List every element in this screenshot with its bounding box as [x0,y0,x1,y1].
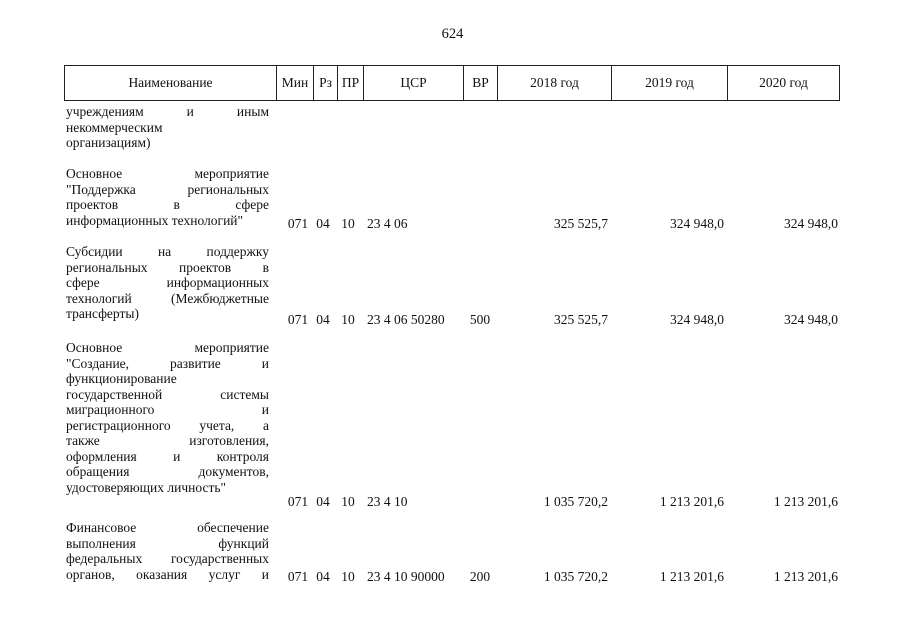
cell-min: 071 [287,312,309,327]
row-name-line: организациям) [66,135,151,150]
row-name-line: информационных технологий" [66,212,244,228]
cell-pr: 10 [341,216,355,231]
cell-csr: 23 4 06 [367,216,408,231]
cell-2019: 324 948,0 [670,312,724,327]
row-name-line: сфере информационных [66,275,269,290]
row-name [66,244,269,322]
cell-pr: 10 [341,312,355,327]
row-name-line: удостоверяющих личность" [66,479,227,495]
cell-2019: 324 948,0 [670,216,724,231]
row-name [66,104,269,151]
table-header [64,65,840,101]
row-name-line: оформления и контроля [66,448,269,464]
cell-rz: 04 [316,312,330,327]
cell-2020: 324 948,0 [784,216,838,231]
cell-min: 071 [287,494,309,509]
cell-pr: 10 [341,569,355,584]
row-name [66,340,269,495]
cell-2019: 1 213 201,6 [659,569,724,584]
row-name-line: Субсидии на поддержку [66,244,269,259]
header-pr: ПР [337,66,363,100]
page-number: 624 [441,26,464,42]
row-name-line: Основное мероприятие [66,166,269,181]
cell-csr: 23 4 10 [367,494,408,509]
cell-2020: 1 213 201,6 [773,569,838,584]
header-2020: 2020 год [727,66,839,100]
cell-2018: 325 525,7 [554,216,608,231]
cell-2018: 1 035 720,2 [543,494,608,509]
row-name-line: органов, оказания услуг и [66,566,269,582]
cell-2018: 325 525,7 [554,312,608,327]
cell-rz: 04 [316,569,330,584]
header-rz: Рз [313,66,337,100]
row-name [66,520,269,582]
cell-vr: 200 [469,569,491,584]
row-name-line: некоммерческим [66,119,163,135]
row-name-line: регистрационного учета, а [66,417,269,433]
row-name-line: трансферты) [66,306,139,321]
row-name-line: "Поддержка региональных [66,181,269,197]
cell-pr: 10 [341,494,355,509]
row-name [66,166,269,228]
cell-vr: 500 [469,312,491,327]
header-csr: ЦСР [363,66,463,100]
row-name-line: выполнения функций [66,535,269,551]
cell-min: 071 [287,216,309,231]
row-name-line: технологий (Межбюджетные [66,290,269,306]
header-vr: ВР [463,66,497,100]
cell-rz: 04 [316,216,330,231]
header-min: Мин [276,66,313,100]
cell-2018: 1 035 720,2 [543,569,608,584]
row-name-line: учреждениям и иным [66,104,269,119]
row-name-line: "Создание, развитие и [66,355,269,371]
row-name-line: Основное мероприятие [66,340,269,355]
row-name-line: Финансовое обеспечение [66,520,269,535]
cell-2019: 1 213 201,6 [659,494,724,509]
cell-2020: 324 948,0 [784,312,838,327]
cell-csr: 23 4 06 50280 [367,312,445,327]
cell-min: 071 [287,569,309,584]
cell-2020: 1 213 201,6 [773,494,838,509]
header-2019: 2019 год [611,66,727,100]
cell-rz: 04 [316,494,330,509]
row-name-line: проектов в сфере [66,197,269,212]
row-name-line: обращения документов, [66,464,269,479]
row-name-line: также изготовления, [66,433,269,448]
row-name-line: функционирование [66,371,177,386]
row-name-line: федеральных государственных [66,551,269,566]
cell-csr: 23 4 10 90000 [367,569,445,584]
header-2018: 2018 год [497,66,611,100]
header-name: Наименование [128,75,213,90]
row-name-line: миграционного и [66,402,269,417]
row-name-line: государственной системы [66,386,269,402]
row-name-line: региональных проектов в [66,259,269,275]
